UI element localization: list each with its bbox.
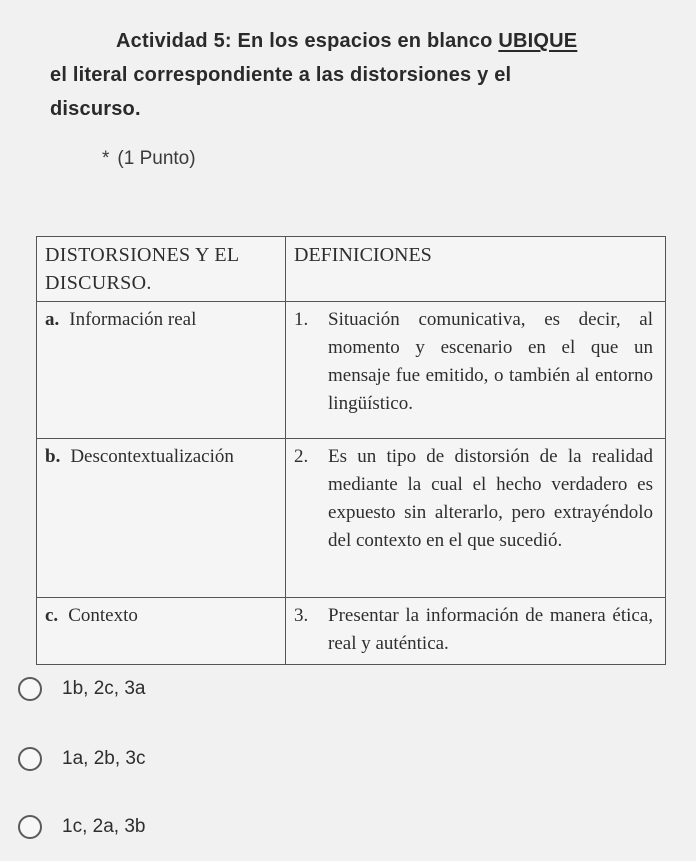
term-cell bbox=[37, 598, 286, 665]
title-line-2: el literal correspondiente a las distorsiones y el bbox=[50, 64, 512, 86]
definition-cell bbox=[286, 598, 666, 665]
definition-text: Presentar la información de manera ética, real y auténtica. bbox=[328, 605, 654, 654]
definition-text: Situación comunicativa, es decir, al momento y escenario en el que un mensaje fue emitido, o también al entorno lingüístico. bbox=[328, 309, 654, 414]
title-line-3: discurso. bbox=[50, 98, 141, 120]
table-header-row bbox=[37, 237, 666, 302]
term-text: Contexto bbox=[68, 605, 138, 626]
header-distorsiones: DISTORSIONES Y EL DISCURSO. bbox=[37, 237, 286, 302]
term-cell bbox=[37, 302, 286, 439]
term-text: Información real bbox=[69, 309, 197, 330]
radio-button[interactable] bbox=[18, 747, 42, 771]
term-letter: a. bbox=[45, 309, 60, 330]
term-letter: c. bbox=[45, 605, 59, 626]
title-underlined-word: UBIQUE bbox=[498, 30, 578, 52]
question-points bbox=[102, 148, 196, 170]
option-1b-2c-3a[interactable] bbox=[18, 674, 318, 704]
definition-number: 2. bbox=[294, 446, 309, 467]
title-line-1: Actividad 5: En los espacios en blanco UBIQUE bbox=[116, 30, 578, 52]
term-text: Descontextualización bbox=[70, 446, 234, 467]
term-letter: b. bbox=[45, 446, 61, 467]
radio-button[interactable] bbox=[18, 677, 42, 701]
table-row bbox=[37, 598, 666, 665]
matching-table bbox=[36, 236, 666, 665]
header-definiciones: DEFINICIONES bbox=[286, 237, 666, 302]
definition-number: 3. bbox=[294, 605, 309, 626]
definition-cell bbox=[286, 302, 666, 439]
table-row bbox=[37, 439, 666, 598]
points-label: (1 Punto) bbox=[117, 148, 196, 169]
option-label[interactable]: 1a, 2b, 3c bbox=[62, 748, 146, 769]
radio-button[interactable] bbox=[18, 815, 42, 839]
question-block bbox=[50, 24, 670, 126]
table-row bbox=[37, 302, 666, 439]
option-1a-2b-3c[interactable] bbox=[18, 744, 318, 774]
question-title bbox=[50, 24, 670, 126]
option-1c-2a-3b[interactable] bbox=[18, 812, 318, 842]
term-cell bbox=[37, 439, 286, 598]
option-label[interactable]: 1b, 2c, 3a bbox=[62, 678, 146, 699]
definition-text: Es un tipo de distorsión de la realidad mediante la cual el hecho verdadero es expuesto sin alterarlo, pero extrayéndolo del contexto en el que sucedió. bbox=[328, 446, 654, 551]
definition-cell bbox=[286, 439, 666, 598]
required-marker: * bbox=[102, 148, 110, 169]
definition-number: 1. bbox=[294, 309, 309, 330]
option-label[interactable]: 1c, 2a, 3b bbox=[62, 816, 146, 837]
